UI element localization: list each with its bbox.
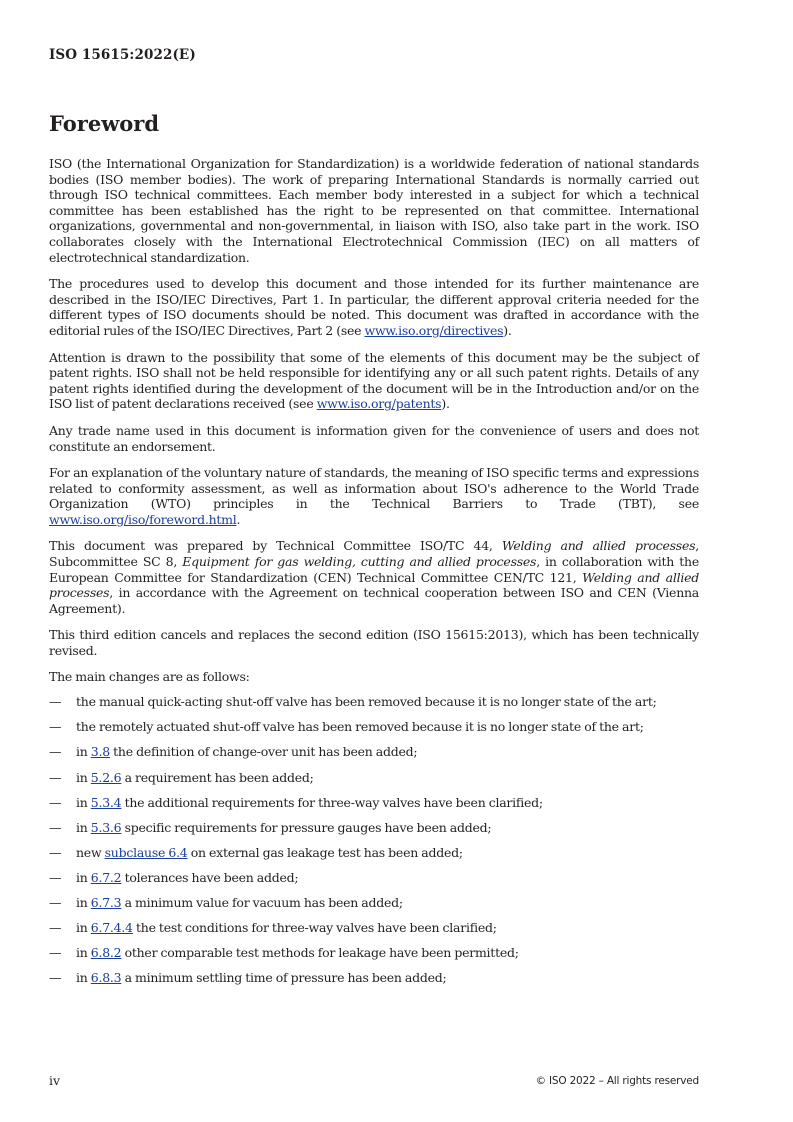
clause-link[interactable]: subclause 6.4 (104, 844, 188, 860)
paragraph-edition: This third edition cancels and replaces the second edition (ISO 15615:2013), which has been technically revised. (49, 627, 699, 659)
change-text: the test conditions for three-way valves have been clarified; (132, 920, 497, 936)
clause-link[interactable]: 3.8 (90, 744, 110, 760)
paragraph-text: Attention is drawn to the possibility that some of the elements of this document may be the subject of patent rights. ISO shall not be held responsible for identifying any or all such patent rights. Details of any patent rights identified during the development of the document will be in the Introduction and/or on the ISO list of patent declarations received (see (49, 349, 699, 412)
paragraph-text: The procedures used to develop this document and those intended for its further maintenance are described in the ISO/IEC Directives, Part 1. In particular, the different approval criteria needed for the different types of ISO documents should be noted. This document was drafted in accordance with the editorial rules of the ISO/IEC Directives, Part 2 (see (49, 276, 699, 338)
change-text: a minimum settling time of pressure has been added; (121, 970, 447, 986)
dash-bullet: — (49, 719, 62, 735)
change-text: in (76, 945, 91, 961)
dash-bullet: — (49, 970, 62, 986)
list-item (49, 744, 699, 760)
paragraph-text: , in collaboration with the European Committee for Standardization (CEN) Technical Committee CEN/TC 121, (49, 554, 699, 585)
list-item (49, 820, 699, 836)
paragraph-text: For an explanation of the voluntary nature of standards, the meaning of ISO specific terms and expressions related to conformity assessment, as well as information about ISO's adherence to the World Trade Organization (WTO) principles in the Technical Barriers to Trade (TBT), see (49, 465, 699, 512)
cen-committee-name: Welding and allied processes (49, 569, 700, 601)
list-item (49, 719, 699, 735)
paragraph-text: . (236, 511, 241, 527)
document-id: ISO 15615:2022(E) (49, 47, 196, 63)
clause-link[interactable]: 6.7.2 (90, 869, 122, 885)
dash-bullet: — (49, 920, 62, 936)
paragraph-text: This document was prepared by Technical Committee ISO/TC 44, (49, 538, 502, 554)
paragraph-trade-name: Any trade name used in this document is information given for the convenience of users and does not constitute an endorsement. (49, 422, 699, 454)
change-text: tolerances have been added; (121, 869, 299, 885)
change-text: a minimum value for vacuum has been added; (121, 894, 403, 910)
paragraph-text: ). (503, 322, 512, 338)
list-item (49, 970, 699, 986)
change-text: in (76, 794, 91, 810)
clause-link[interactable]: 6.8.2 (90, 945, 122, 961)
paragraph-main-changes: The main changes are as follows: (49, 668, 250, 684)
change-text: other comparable test methods for leakage have been permitted; (121, 945, 519, 961)
list-item (49, 870, 699, 886)
patents-link[interactable]: www.iso.org/patents (316, 396, 442, 412)
directives-link[interactable]: www.iso.org/directives (364, 322, 504, 338)
clause-link[interactable]: 6.7.3 (90, 894, 122, 910)
dash-bullet: — (49, 869, 62, 885)
list-item (49, 795, 699, 811)
changes-list (49, 694, 699, 986)
dash-bullet: — (49, 794, 62, 810)
paragraph-iso-overview: ISO (the International Organization for Standardization) is a worldwide federation of national standards bodies (ISO member bodies). The work of preparing International Standards is normally carried out through ISO technical committees. Each member body interested in a subject for which a technical committee has been established has the right to be represented on that committee. International organizations, governmental and non-governmental, in liaison with ISO, also take part in the work. ISO collaborates closely with the International Electrotechnical Commission (IEC) on all matters of electrotechnical standardization. (49, 156, 699, 265)
page-title: Foreword (49, 111, 160, 136)
paragraph-text: ). (441, 396, 450, 412)
dash-bullet: — (49, 945, 62, 961)
paragraph-committee (49, 538, 699, 616)
paragraph-procedures (49, 276, 699, 338)
page-number: iv (49, 1073, 61, 1088)
clause-link[interactable]: 6.8.3 (90, 970, 122, 986)
paragraph-voluntary-nature (49, 465, 699, 527)
change-text: in (76, 869, 91, 885)
change-text: new (76, 844, 105, 860)
change-text: a requirement has been added; (121, 769, 314, 785)
change-text: the manual quick-acting shut-off valve has been removed because it is no longer state of the art; (76, 694, 657, 710)
clause-link[interactable]: 5.3.6 (90, 819, 122, 835)
dash-bullet: — (49, 694, 62, 710)
change-text: the additional requirements for three-way valves have been clarified; (121, 794, 543, 810)
subcommittee-name: Equipment for gas welding, cutting and allied processes (182, 554, 537, 570)
committee-name: Welding and allied processes (501, 538, 696, 554)
clause-link[interactable]: 6.7.4.4 (90, 920, 133, 936)
change-text: in (76, 769, 91, 785)
foreword-link[interactable]: www.iso.org/iso/foreword.html (49, 511, 237, 527)
change-text: the remotely actuated shut-off valve has been removed because it is no longer state of the art; (76, 719, 644, 735)
change-text: in (76, 894, 91, 910)
change-text: on external gas leakage test has been added; (187, 844, 463, 860)
change-text: in (76, 744, 91, 760)
document-page (49, 0, 699, 1122)
paragraph-patents (49, 350, 699, 412)
dash-bullet: — (49, 894, 62, 910)
clause-link[interactable]: 5.2.6 (90, 769, 122, 785)
paragraph-text: , in accordance with the Agreement on technical cooperation between ISO and CEN (Vienna Agreement). (49, 585, 699, 616)
dash-bullet: — (49, 769, 62, 785)
foreword-body (49, 156, 699, 995)
dash-bullet: — (49, 819, 62, 835)
paragraph-text: , Subcommittee SC 8, (49, 538, 699, 570)
change-text: in (76, 920, 91, 936)
change-text: the definition of change-over unit has been added; (109, 744, 418, 760)
change-text: in (76, 819, 91, 835)
list-item (49, 895, 699, 911)
clause-link[interactable]: 5.3.4 (90, 794, 122, 810)
dash-bullet: — (49, 744, 62, 760)
list-item (49, 694, 699, 710)
list-item (49, 945, 699, 961)
copyright-notice: © ISO 2022 – All rights reserved (535, 1075, 699, 1087)
change-text: specific requirements for pressure gauges have been added; (121, 819, 492, 835)
change-text: in (76, 970, 91, 986)
list-item (49, 920, 699, 936)
list-item (49, 770, 699, 786)
dash-bullet: — (49, 844, 62, 860)
list-item (49, 845, 699, 861)
